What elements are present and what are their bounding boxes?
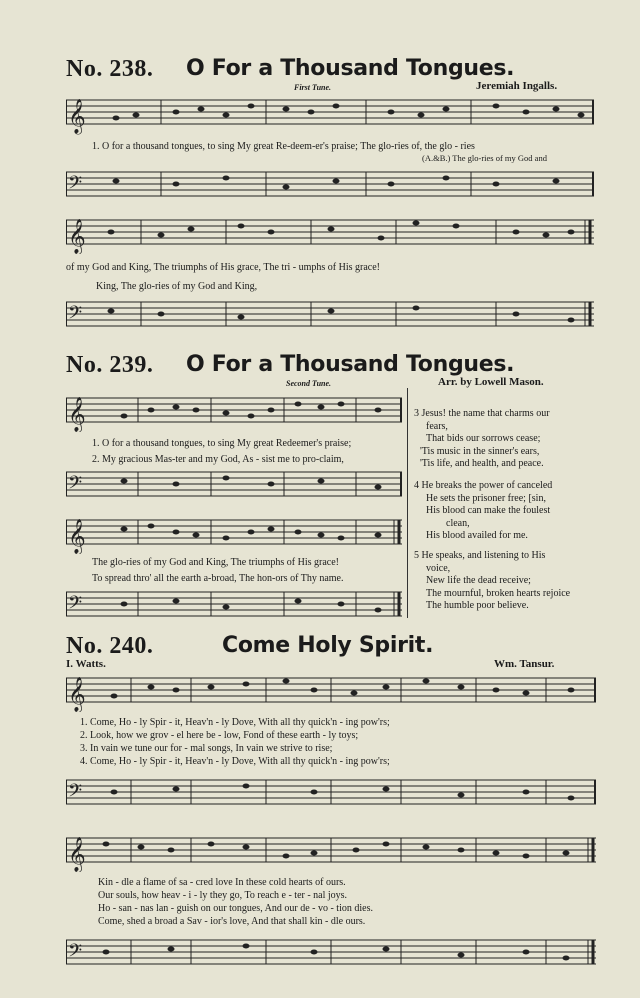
verse-4-line-3: His blood can make the foulest: [426, 505, 551, 516]
verse-3-line-1: 3 Jesus! the name that charms our: [414, 408, 550, 419]
hymn-240-treble-staff-1: [66, 672, 596, 712]
verse-5-line-4: The mournful, broken hearts rejoice: [426, 587, 571, 599]
hymn-240-treble-staff-2: [66, 832, 596, 872]
hymn-240-stanza-1-line-2: Kin - dle a flame of sa - cred love In these cold hearts of ours.: [98, 877, 346, 888]
hymn-239-treble-staff-2: [66, 514, 402, 554]
hymn-239-tune: Second Tune.: [286, 379, 332, 388]
hymn-240-number: No. 240.: [66, 633, 154, 659]
verse-3-line-3: That bids our sorrows cease;: [426, 433, 541, 444]
hymn-239-column-divider: [407, 388, 408, 618]
svg-text:𝄢: 𝄢: [68, 940, 83, 965]
hymn-238-bass-staff-1: [66, 168, 594, 202]
svg-text:𝄢: 𝄢: [68, 472, 83, 497]
hymn-238-bass-staff-2: [66, 298, 594, 332]
verse-3-line-4: 'Tis music in the sinner's ears,: [420, 445, 540, 457]
hymn-239-lyric-verse-1: 1. O for a thousand tongues, to sing My great Redeemer's praise;: [92, 438, 352, 449]
hymn-240-stanza-4-line-1: 4. Come, Ho - ly Spir - it, Heav'n - ly Dove, With all thy quick'n - ing pow'rs;: [80, 756, 390, 767]
verse-5-line-2: voice,: [426, 562, 451, 574]
verse-3-line-5: 'Tis life, and health, and peace.: [420, 458, 544, 469]
hymn-238-lyric-line-1b: (A.&B.) The glo-ries of my God and: [422, 153, 547, 163]
verse-4-line-5: His blood availed for me.: [426, 530, 528, 541]
svg-text:𝄢: 𝄢: [68, 172, 83, 197]
hymn-240-author: I. Watts.: [66, 658, 106, 670]
hymn-239-lyrics-upper: [92, 437, 351, 466]
hymn-238-lyric-line-2b: King, The glo-ries of my God and King,: [96, 281, 258, 292]
hymn-238-lyric-line-1: 1. O for a thousand tongues, to sing My great Re-deem-er's praise; The glo-ries of, the glo - ries: [92, 141, 475, 152]
hymn-239-lyrics-lower: [92, 556, 343, 585]
svg-text:𝄞: 𝄞: [68, 838, 86, 871]
hymn-239-arranger: Arr. by Lowell Mason.: [438, 376, 544, 388]
svg-text:𝄞: 𝄞: [68, 520, 86, 553]
hymn-239-number: No. 239.: [66, 352, 154, 378]
svg-text:𝄞: 𝄞: [68, 100, 86, 133]
hymn-238-lyric-line-2: of my God and King, The triumphs of His grace, The tri - umphs of His grace!: [66, 262, 381, 273]
hymn-239-lyric-verse-2b: To spread thro' all the earth a-broad, The hon-ors of Thy name.: [92, 573, 344, 584]
svg-text:𝄞: 𝄞: [68, 398, 86, 431]
hymn-239-lyric-verse-1b: The glo-ries of my God and King, The triumphs of His grace!: [92, 557, 339, 568]
hymn-239-title: O For a Thousand Tongues.: [186, 352, 515, 377]
svg-text:𝄞: 𝄞: [68, 678, 86, 711]
hymn-240-stanza-1-line-1: 1. Come, Ho - ly Spir - it, Heav'n - ly Dove, With all thy quick'n - ing pow'rs;: [80, 717, 390, 728]
hymn-239-verse-3: [414, 408, 594, 471]
svg-text:𝄢: 𝄢: [68, 302, 83, 327]
verse-3-line-2: fears,: [426, 420, 448, 432]
hymn-239-bass-staff-2: [66, 588, 402, 622]
verse-4-line-1: 4 He breaks the power of canceled: [414, 480, 553, 491]
hymn-238-treble-staff-2: [66, 214, 594, 254]
hymn-238-treble-staff-1: [66, 96, 594, 136]
hymn-239-bass-staff-1: [66, 468, 402, 502]
hymn-239-verse-4: [414, 480, 594, 543]
hymn-240-stanza-3-line-1: 3. In vain we tune our for - mal songs, In vain we strive to rise;: [80, 743, 333, 754]
verse-5-line-1: 5 He speaks, and listening to His: [414, 550, 546, 561]
hymn-240-stanza-2-line-2: Our souls, how heav - i - ly they go, To reach e - ter - nal joys.: [98, 890, 348, 901]
verse-5-line-3: New life the dead receive;: [426, 575, 531, 586]
hymn-240-stanzas-upper: [80, 716, 390, 768]
hymn-238-title: O For a Thousand Tongues.: [186, 56, 515, 81]
svg-text:𝄢: 𝄢: [68, 592, 83, 617]
hymn-240-stanzas-lower: [98, 876, 373, 928]
verse-4-line-2: He sets the prisoner free; [sin,: [426, 492, 546, 504]
hymn-240-composer: Wm. Tansur.: [494, 658, 555, 670]
hymn-240-bass-staff-1: [66, 776, 596, 810]
hymn-238-number: No. 238.: [66, 56, 154, 82]
hymn-238-tune: First Tune.: [294, 83, 332, 92]
svg-text:𝄞: 𝄞: [68, 220, 86, 253]
hymn-238-composer: Jeremiah Ingalls.: [476, 80, 558, 92]
hymn-239-lyric-verse-2: 2. My gracious Mas-ter and my God, As - sist me to pro-claim,: [92, 454, 344, 465]
hymn-240-bass-staff-2: [66, 934, 596, 974]
hymn-239-treble-staff-1: [66, 392, 402, 432]
verse-4-line-4: clean,: [446, 517, 470, 529]
hymn-239-verse-5: [414, 550, 594, 613]
hymn-240-stanza-4-line-2: Come, shed a broad a Sav - ior's love, And that shall kin - dle ours.: [98, 916, 366, 927]
hymn-240-title: Come Holy Spirit.: [222, 633, 434, 658]
hymn-240-stanza-2-line-1: 2. Look, how we grov - el here be - low, Fond of these earth - ly toys;: [80, 730, 359, 741]
verse-5-line-5: The humble poor believe.: [426, 600, 529, 611]
svg-text:𝄢: 𝄢: [68, 780, 83, 805]
hymn-240-stanza-3-line-2: Ho - san - nas lan - guish on our tongues, And our de - vo - tion dies.: [98, 903, 373, 914]
